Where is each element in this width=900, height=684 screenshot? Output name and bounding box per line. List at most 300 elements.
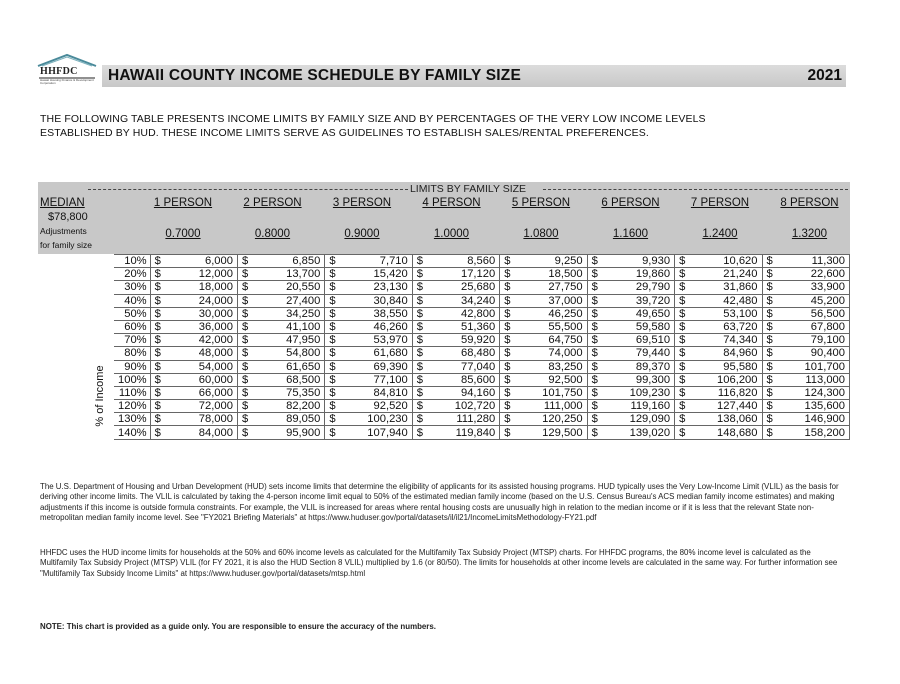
income-value: 21,240: [723, 268, 758, 281]
adjustment-factor: 1.0800: [523, 228, 559, 240]
income-value: 22,600: [810, 268, 845, 281]
currency-sign: $: [766, 426, 773, 439]
income-cell: [762, 255, 850, 268]
income-cell: [762, 307, 850, 320]
income-value: 33,900: [810, 281, 845, 294]
income-value: 107,940: [367, 426, 408, 439]
income-value: 69,510: [635, 334, 671, 347]
income-cell: [325, 334, 412, 347]
income-cell: [237, 255, 324, 268]
income-cell: [150, 281, 237, 294]
currency-sign: $: [679, 413, 686, 426]
currency-sign: $: [504, 281, 511, 294]
income-cell: [587, 334, 674, 347]
currency-sign: $: [241, 426, 249, 439]
currency-sign: $: [241, 360, 249, 373]
disclaimer-note: NOTE: This chart is provided as a guide only. You are responsible to ensure the accuracy of the numbers.: [40, 622, 436, 631]
income-cell: [587, 255, 674, 268]
income-cell: [237, 426, 324, 439]
income-cell: [675, 255, 762, 268]
table-row: [114, 413, 850, 426]
page-header: [36, 52, 846, 90]
table-row: [114, 281, 850, 294]
currency-sign: $: [241, 334, 249, 347]
currency-sign: $: [504, 321, 511, 334]
income-value: 13,700: [286, 268, 321, 281]
currency-sign: $: [679, 255, 686, 268]
income-cell: [412, 255, 499, 268]
currency-sign: $: [591, 373, 598, 386]
income-value: 27,750: [548, 281, 583, 294]
column-header: 3 PERSON: [332, 197, 392, 209]
column-header: 5 PERSON: [511, 197, 571, 209]
income-cell: [412, 400, 499, 413]
income-value: 94,160: [460, 386, 496, 399]
title-bar: [102, 65, 846, 87]
currency-sign: $: [591, 386, 598, 399]
income-value: 124,300: [804, 386, 845, 399]
income-cell: [587, 400, 674, 413]
income-cell: [675, 294, 762, 307]
table-row: [114, 400, 850, 413]
currency-sign: $: [679, 307, 686, 320]
income-cell: [587, 360, 674, 373]
currency-sign: $: [241, 400, 249, 413]
currency-sign: $: [241, 268, 249, 281]
income-value: 95,900: [286, 426, 321, 439]
income-value: 139,020: [629, 426, 671, 439]
income-cell: [675, 386, 762, 399]
income-cell: [587, 373, 674, 386]
income-value: 90,400: [810, 347, 845, 360]
currency-sign: $: [591, 426, 598, 439]
currency-sign: $: [416, 347, 423, 360]
page-title: HAWAII COUNTY INCOME SCHEDULE BY FAMILY SIZE: [108, 67, 522, 84]
income-value: 11,300: [811, 255, 845, 268]
currency-sign: $: [504, 386, 511, 399]
currency-sign: $: [329, 321, 336, 334]
income-value: 138,060: [717, 413, 758, 426]
income-cell: [675, 307, 762, 320]
income-cell: [150, 413, 237, 426]
income-value: 56,500: [810, 307, 845, 320]
currency-sign: $: [504, 294, 511, 307]
income-value: 146,900: [804, 413, 845, 426]
currency-sign: $: [504, 426, 511, 439]
currency-sign: $: [416, 321, 423, 334]
income-value: 119,840: [455, 426, 496, 439]
income-cell: [762, 334, 850, 347]
currency-sign: $: [416, 360, 423, 373]
income-cell: [500, 281, 587, 294]
income-cell: [500, 320, 587, 333]
income-value: 102,720: [454, 400, 496, 413]
currency-sign: $: [504, 413, 511, 426]
currency-sign: $: [766, 400, 773, 413]
currency-sign: $: [241, 281, 249, 294]
percent-cell: 80%: [114, 347, 150, 360]
income-cell: [237, 400, 324, 413]
currency-sign: $: [154, 281, 161, 294]
income-value: 53,970: [373, 334, 408, 347]
income-value: 6,850: [292, 255, 321, 268]
income-value: 83,250: [548, 360, 583, 373]
income-value: 49,650: [635, 307, 671, 320]
currency-sign: $: [154, 347, 161, 360]
currency-sign: $: [679, 426, 686, 439]
income-value: 7,710: [379, 255, 408, 268]
hud-note: The U.S. Department of Housing and Urban Development (HUD) sets income limits that determine the eligibility of applicants for its assisted housing programs. HUD typically uses the Very Low-Income Limit (VLIL) as the basis for deriving other income limits. The VLIL is calculated by taking the 4-person income limit equal to 50% of the estimated median family income (based on the U.S. Census Bureau's ACS median family income estimates) and making adjustments if this income is outside formula constraints. For example, the VLIL is increased for areas where rental housing costs are unusually high in relation to the median income or if it is less that the relevant State non-metropolitan median family income level. See "FY2021 Briefing Materials" at https://www.huduser.gov/portal/datasets/il/il21/IncomeLimitsMethodology-FY21.pdf: [40, 482, 839, 523]
income-cell: [762, 373, 850, 386]
income-cell: [150, 268, 237, 281]
currency-sign: $: [241, 413, 249, 426]
income-cell: [587, 320, 674, 333]
income-cell: [587, 347, 674, 360]
income-value: 113,000: [805, 373, 845, 386]
table-row: [114, 307, 850, 320]
income-cell: [325, 255, 412, 268]
income-table: [114, 254, 850, 440]
income-cell: [150, 400, 237, 413]
adjustment-factor: 0.9000: [344, 228, 380, 240]
income-cell: [237, 360, 324, 373]
income-cell: [325, 320, 412, 333]
income-value: 89,370: [635, 360, 671, 373]
adjustment-factor: 1.0000: [433, 228, 470, 240]
income-value: 82,200: [286, 400, 321, 413]
income-cell: [150, 386, 237, 399]
income-value: 31,860: [723, 281, 758, 294]
currency-sign: $: [591, 294, 598, 307]
currency-sign: $: [591, 268, 598, 281]
income-value: 111,280: [456, 413, 496, 426]
income-cell: [500, 413, 587, 426]
currency-sign: $: [591, 334, 598, 347]
income-value: 74,000: [548, 347, 583, 360]
currency-sign: $: [329, 426, 336, 439]
currency-sign: $: [766, 334, 773, 347]
income-value: 23,130: [373, 281, 408, 294]
adjustment-factor: 0.7000: [165, 228, 201, 240]
income-cell: [675, 320, 762, 333]
income-value: 84,000: [198, 426, 233, 439]
currency-sign: $: [329, 281, 336, 294]
currency-sign: $: [241, 255, 249, 268]
currency-sign: $: [679, 400, 686, 413]
currency-sign: $: [766, 413, 773, 426]
income-value: 89,050: [286, 413, 321, 426]
column-header: 2 PERSON: [243, 197, 302, 209]
income-value: 67,800: [810, 321, 845, 334]
income-value: 148,680: [717, 426, 758, 439]
income-value: 95,580: [723, 360, 758, 373]
income-value: 55,500: [548, 321, 583, 334]
currency-sign: $: [154, 426, 161, 439]
currency-sign: $: [329, 255, 336, 268]
income-value: 129,090: [629, 413, 671, 426]
currency-sign: $: [679, 347, 686, 360]
income-cell: [412, 281, 499, 294]
income-value: 45,200: [810, 294, 845, 307]
income-value: 101,700: [804, 360, 845, 373]
percent-cell: 90%: [114, 360, 150, 373]
currency-sign: $: [154, 360, 161, 373]
currency-sign: $: [154, 268, 161, 281]
income-value: 92,520: [373, 400, 408, 413]
income-cell: [150, 373, 237, 386]
income-value: 18,000: [198, 281, 233, 294]
adjustment-factor: 1.2400: [702, 228, 738, 240]
limits-by-family-size-banner: [88, 183, 848, 195]
income-cell: [150, 320, 237, 333]
income-value: 61,650: [286, 360, 321, 373]
income-value: 30,000: [198, 307, 233, 320]
currency-sign: $: [766, 386, 773, 399]
income-value: 6,000: [204, 255, 233, 268]
income-cell: [762, 294, 850, 307]
income-value: 36,000: [198, 321, 233, 334]
income-value: 79,440: [635, 347, 671, 360]
currency-sign: $: [329, 400, 336, 413]
currency-sign: $: [154, 373, 161, 386]
income-cell: [587, 413, 674, 426]
income-cell: [762, 347, 850, 360]
column-header: 4 PERSON: [422, 197, 481, 209]
currency-sign: $: [241, 321, 249, 334]
income-value: 19,860: [635, 268, 671, 281]
income-value: 84,960: [723, 347, 758, 360]
median-value: $78,800: [48, 211, 88, 223]
income-value: 54,000: [198, 360, 233, 373]
income-cell: [150, 255, 237, 268]
income-value: 18,500: [548, 268, 583, 281]
currency-sign: $: [766, 255, 773, 268]
income-cell: [587, 386, 674, 399]
income-cell: [412, 386, 499, 399]
currency-sign: $: [329, 307, 336, 320]
income-value: 17,120: [460, 268, 496, 281]
currency-sign: $: [154, 294, 161, 307]
income-value: 72,000: [198, 400, 233, 413]
currency-sign: $: [329, 373, 336, 386]
income-value: 85,600: [460, 373, 496, 386]
income-cell: [762, 400, 850, 413]
income-cell: [150, 360, 237, 373]
income-value: 51,360: [460, 321, 496, 334]
income-cell: [675, 426, 762, 439]
income-cell: [237, 347, 324, 360]
income-cell: [762, 426, 850, 439]
income-value: 84,810: [373, 386, 408, 399]
currency-sign: $: [766, 294, 773, 307]
currency-sign: $: [591, 413, 598, 426]
currency-sign: $: [766, 268, 773, 281]
income-cell: [587, 268, 674, 281]
currency-sign: $: [241, 386, 249, 399]
currency-sign: $: [591, 281, 598, 294]
income-value: 8,560: [467, 255, 496, 268]
income-cell: [325, 360, 412, 373]
income-cell: [500, 334, 587, 347]
income-value: 34,250: [286, 307, 321, 320]
table-row: [114, 360, 850, 373]
income-value: 74,340: [723, 334, 758, 347]
income-cell: [237, 320, 324, 333]
income-cell: [675, 347, 762, 360]
currency-sign: $: [591, 347, 598, 360]
income-cell: [675, 360, 762, 373]
income-value: 66,000: [198, 386, 233, 399]
income-value: 64,750: [548, 334, 583, 347]
currency-sign: $: [504, 360, 511, 373]
income-cell: [587, 294, 674, 307]
currency-sign: $: [154, 334, 161, 347]
income-value: 48,000: [198, 347, 233, 360]
currency-sign: $: [241, 373, 249, 386]
income-value: 9,930: [642, 255, 671, 268]
income-value: 42,800: [460, 307, 496, 320]
income-value: 79,100: [810, 334, 845, 347]
currency-sign: $: [679, 386, 686, 399]
income-cell: [675, 373, 762, 386]
currency-sign: $: [416, 373, 423, 386]
percent-cell: 60%: [114, 320, 150, 333]
income-value: 77,040: [460, 360, 496, 373]
currency-sign: $: [241, 347, 249, 360]
income-value: 34,240: [460, 294, 496, 307]
table-row: [114, 347, 850, 360]
income-value: 39,720: [635, 294, 671, 307]
income-cell: [150, 294, 237, 307]
limits-label: LIMITS BY FAMILY SIZE: [409, 183, 527, 195]
income-cell: [325, 347, 412, 360]
currency-sign: $: [416, 400, 423, 413]
income-cell: [675, 268, 762, 281]
income-cell: [150, 334, 237, 347]
currency-sign: $: [329, 334, 336, 347]
income-value: 111,000: [543, 400, 583, 413]
currency-sign: $: [329, 268, 336, 281]
income-cell: [762, 413, 850, 426]
currency-sign: $: [591, 360, 598, 373]
income-cell: [325, 400, 412, 413]
income-cell: [325, 413, 412, 426]
currency-sign: $: [504, 347, 511, 360]
income-cell: [237, 386, 324, 399]
income-cell: [237, 281, 324, 294]
currency-sign: $: [679, 321, 686, 334]
percent-cell: 110%: [114, 386, 150, 399]
currency-sign: $: [416, 386, 423, 399]
currency-sign: $: [679, 268, 686, 281]
table-row: [114, 268, 850, 281]
income-value: 119,160: [630, 400, 671, 413]
income-cell: [500, 347, 587, 360]
income-cell: [237, 413, 324, 426]
income-cell: [237, 373, 324, 386]
column-header: 7 PERSON: [690, 197, 750, 209]
income-value: 63,720: [723, 321, 758, 334]
income-cell: [500, 373, 587, 386]
hhfdc-logo: [36, 52, 98, 90]
income-cell: [587, 281, 674, 294]
income-value: 60,000: [198, 373, 233, 386]
income-cell: [675, 334, 762, 347]
income-cell: [412, 320, 499, 333]
income-cell: [325, 281, 412, 294]
currency-sign: $: [241, 294, 249, 307]
income-cell: [237, 268, 324, 281]
currency-sign: $: [766, 373, 773, 386]
percent-of-income-label: % of Income: [94, 365, 106, 427]
percent-cell: 30%: [114, 281, 150, 294]
income-value: 53,100: [723, 307, 758, 320]
income-value: 135,600: [804, 400, 845, 413]
for-family-size-label: for family size: [40, 240, 92, 250]
income-cell: [500, 426, 587, 439]
income-cell: [587, 307, 674, 320]
income-cell: [412, 373, 499, 386]
income-cell: [675, 281, 762, 294]
income-cell: [150, 347, 237, 360]
currency-sign: $: [504, 373, 511, 386]
adjustment-factor: 1.3200: [791, 228, 828, 240]
currency-sign: $: [679, 281, 686, 294]
income-value: 42,000: [198, 334, 233, 347]
currency-sign: $: [766, 321, 773, 334]
currency-sign: $: [329, 360, 336, 373]
adjustment-factor: 1.1600: [612, 228, 649, 240]
percent-cell: 40%: [114, 294, 150, 307]
income-cell: [762, 386, 850, 399]
currency-sign: $: [504, 400, 511, 413]
currency-sign: $: [679, 373, 686, 386]
income-value: 77,100: [373, 373, 408, 386]
income-cell: [237, 307, 324, 320]
currency-sign: $: [504, 268, 511, 281]
income-cell: [675, 413, 762, 426]
percent-cell: 50%: [114, 307, 150, 320]
currency-sign: $: [416, 426, 423, 439]
income-value: 42,480: [723, 294, 758, 307]
income-value: 37,000: [548, 294, 583, 307]
currency-sign: $: [416, 268, 423, 281]
income-value: 46,250: [548, 307, 583, 320]
income-cell: [325, 386, 412, 399]
currency-sign: $: [416, 294, 423, 307]
currency-sign: $: [591, 307, 598, 320]
currency-sign: $: [154, 400, 161, 413]
currency-sign: $: [766, 360, 773, 373]
table-header: [38, 182, 850, 254]
income-value: 59,920: [460, 334, 496, 347]
income-cell: [412, 268, 499, 281]
income-cell: [325, 307, 412, 320]
income-value: 38,550: [373, 307, 408, 320]
income-cell: [412, 347, 499, 360]
income-value: 41,100: [286, 321, 321, 334]
income-value: 99,300: [635, 373, 671, 386]
income-value: 24,000: [198, 294, 233, 307]
income-cell: [325, 268, 412, 281]
currency-sign: $: [416, 281, 423, 294]
income-cell: [412, 360, 499, 373]
table-row: [114, 334, 850, 347]
income-cell: [412, 307, 499, 320]
currency-sign: $: [504, 307, 511, 320]
income-value: 59,580: [635, 321, 671, 334]
currency-sign: $: [679, 294, 686, 307]
